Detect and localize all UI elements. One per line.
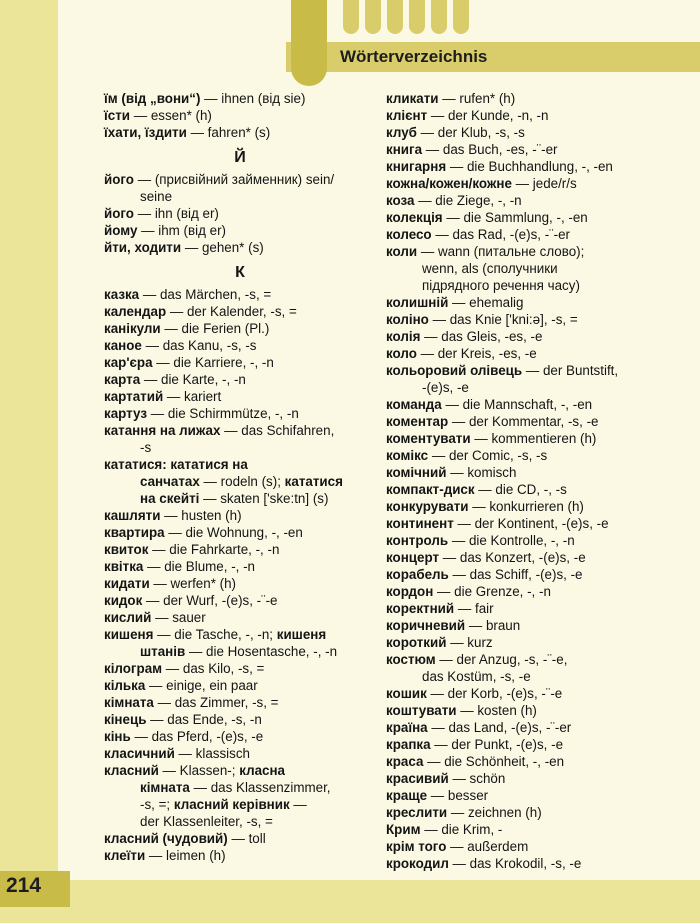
dictionary-entry bbox=[386, 532, 676, 549]
entry-translation: — das Krokodil, -s, -e bbox=[448, 856, 582, 871]
entry-headword: книгарня bbox=[386, 159, 447, 174]
dictionary-entry bbox=[104, 541, 376, 558]
entry-translation: — schön bbox=[448, 771, 506, 786]
entry-headword: картатий bbox=[104, 389, 164, 404]
entry-headword: кольоровий олівець bbox=[386, 363, 523, 378]
entry-headword: книга bbox=[386, 142, 423, 157]
dictionary-entry bbox=[386, 447, 676, 464]
dictionary-entry bbox=[104, 694, 376, 711]
dictionary-entry bbox=[386, 107, 676, 124]
entry-translation: — das Rad, -(e)s, -¨-er bbox=[431, 227, 571, 242]
right-column bbox=[386, 90, 676, 872]
entry-headword: костюм bbox=[386, 652, 436, 667]
entry-translation: — der Kreis, -es, -e bbox=[416, 346, 537, 361]
dictionary-entry bbox=[104, 222, 376, 239]
dictionary-entry bbox=[104, 643, 376, 660]
dictionary-entry bbox=[386, 430, 676, 447]
dictionary-entry bbox=[104, 337, 376, 354]
entry-translation: — die Karriere, -, -n bbox=[152, 355, 274, 370]
entry-translation: — klassisch bbox=[174, 746, 250, 761]
dictionary-entry bbox=[386, 821, 676, 838]
entry-headword: кашляти bbox=[104, 508, 161, 523]
entry-translation: — der Kommentar, -s, -e bbox=[448, 414, 599, 429]
dictionary-entry bbox=[386, 787, 676, 804]
entry-headword: йому bbox=[104, 223, 138, 238]
entry-translation: — der Wurf, -(e)s, -¨-e bbox=[142, 593, 278, 608]
entry-translation: — die Krim, - bbox=[420, 822, 503, 837]
entry-translation: — rodeln (s); bbox=[199, 474, 285, 489]
entry-translation: — fair bbox=[454, 601, 494, 616]
entry-headword: квартира bbox=[104, 525, 165, 540]
entry-headword: компакт-диск bbox=[386, 482, 475, 497]
dictionary-entry bbox=[386, 685, 676, 702]
section-letter: К bbox=[235, 264, 245, 281]
entry-headword: кожна/кожен/кожне bbox=[386, 176, 512, 191]
entry-headword: комікс bbox=[386, 448, 429, 463]
dictionary-entry bbox=[104, 107, 376, 124]
entry-translation: — ihn (від er) bbox=[134, 206, 219, 221]
dictionary-entry bbox=[104, 205, 376, 222]
entry-headword: кишеня bbox=[276, 627, 327, 642]
dictionary-entry bbox=[386, 345, 676, 362]
entry-translation: — einige, ein paar bbox=[145, 678, 258, 693]
entry-translation: — besser bbox=[427, 788, 489, 803]
entry-headword: класний (чудовий) bbox=[104, 831, 228, 846]
entry-translation: — jede/r/s bbox=[511, 176, 577, 191]
entry-headword: коштувати bbox=[386, 703, 457, 718]
dictionary-entry bbox=[104, 779, 376, 796]
dictionary-entry bbox=[386, 617, 676, 634]
dictionary-entry bbox=[104, 796, 376, 813]
entry-translation: — das Kilo, -s, = bbox=[162, 661, 265, 676]
entry-translation: — braun bbox=[465, 618, 521, 633]
entry-headword: його bbox=[104, 206, 134, 221]
dictionary-entry bbox=[104, 473, 376, 490]
header-stripe bbox=[409, 0, 425, 34]
dictionary-entry bbox=[386, 549, 676, 566]
entry-headword: коло bbox=[386, 346, 417, 361]
entry-headword: крім того bbox=[386, 839, 447, 854]
entry-translation: — das Märchen, -s, = bbox=[139, 287, 272, 302]
dictionary-entry bbox=[386, 566, 676, 583]
entry-headword: континент bbox=[386, 516, 454, 531]
dictionary-entry bbox=[386, 753, 676, 770]
entry-translation: — die Ziege, -, -n bbox=[414, 193, 522, 208]
entry-continuation: -s bbox=[140, 440, 152, 455]
entry-headword: колія bbox=[386, 329, 421, 344]
entry-headword: клеїти bbox=[104, 848, 146, 863]
dictionary-entry bbox=[104, 320, 376, 337]
entry-headword: контроль bbox=[386, 533, 449, 548]
entry-headword: конкурувати bbox=[386, 499, 469, 514]
dictionary-entry bbox=[104, 286, 376, 303]
entry-headword: на скейті bbox=[140, 491, 200, 506]
entry-translation: — kommentieren (h) bbox=[470, 431, 597, 446]
dictionary-entry bbox=[104, 354, 376, 371]
entry-headword: кінь bbox=[104, 729, 131, 744]
entry-headword: коментувати bbox=[386, 431, 471, 446]
entry-translation: — das Zimmer, -s, = bbox=[153, 695, 279, 710]
dictionary-entry bbox=[104, 626, 376, 643]
entry-translation: — das Ende, -s, -n bbox=[146, 712, 262, 727]
dictionary-entry bbox=[104, 371, 376, 388]
dictionary-entry bbox=[386, 651, 676, 668]
entry-continuation: der Klassenleiter, -s, = bbox=[140, 814, 273, 829]
dictionary-entry bbox=[104, 745, 376, 762]
dictionary-entry bbox=[104, 90, 376, 107]
entry-translation: — die Grenze, -, -n bbox=[433, 584, 551, 599]
dictionary-entry bbox=[386, 634, 676, 651]
entry-translation: — die Schönheit, -, -en bbox=[423, 754, 565, 769]
entry-headword: короткий bbox=[386, 635, 447, 650]
entry-translation: — die Hosentasche, -, -n bbox=[185, 644, 338, 659]
dictionary-entry bbox=[386, 498, 676, 515]
entry-translation: — der Korb, -(e)s, -¨-e bbox=[426, 686, 563, 701]
entry-headword: канікули bbox=[104, 321, 161, 336]
bottom-decorative-band bbox=[0, 880, 700, 923]
entry-headword: кінець bbox=[104, 712, 147, 727]
entry-translation: — die Fahrkarte, -, -n bbox=[148, 542, 280, 557]
entry-headword: кислий bbox=[104, 610, 152, 625]
dictionary-entry bbox=[386, 311, 676, 328]
entry-headword: комічний bbox=[386, 465, 447, 480]
entry-headword: Крим bbox=[386, 822, 421, 837]
entry-headword: кошик bbox=[386, 686, 427, 701]
entry-headword: коричневий bbox=[386, 618, 466, 633]
dictionary-entry bbox=[386, 838, 676, 855]
entry-headword: кордон bbox=[386, 584, 434, 599]
entry-headword: кілька bbox=[104, 678, 146, 693]
entry-headword: йти, ходити bbox=[104, 240, 182, 255]
entry-translation: — leimen (h) bbox=[145, 848, 226, 863]
entry-translation: — das Schiff, -(e)s, -e bbox=[448, 567, 583, 582]
entry-headword: крокодил bbox=[386, 856, 449, 871]
entry-translation: — sauer bbox=[151, 610, 206, 625]
entry-translation: — werfen* (h) bbox=[149, 576, 236, 591]
entry-translation: — das Land, -(e)s, -¨-er bbox=[427, 720, 572, 735]
entry-translation: — das Buch, -es, -¨-er bbox=[422, 142, 558, 157]
entry-translation: — die Ferien (Pl.) bbox=[160, 321, 270, 336]
entry-translation: — ihnen (від sie) bbox=[200, 91, 306, 106]
entry-translation: — fahren* (s) bbox=[186, 125, 271, 140]
entry-translation: — das Knie ['kni:ə], -s, = bbox=[428, 312, 578, 327]
dictionary-entry bbox=[104, 388, 376, 405]
entry-headword: кілограм bbox=[104, 661, 163, 676]
entry-translation: — das Pferd, -(e)s, -e bbox=[130, 729, 264, 744]
entry-translation: -s, =; bbox=[140, 797, 174, 812]
entry-headword: крапка bbox=[386, 737, 431, 752]
entry-translation: — die Sammlung, -, -en bbox=[442, 210, 588, 225]
entry-translation: — kariert bbox=[163, 389, 222, 404]
dictionary-entry bbox=[104, 575, 376, 592]
entry-translation: — die Kontrolle, -, -n bbox=[448, 533, 575, 548]
entry-headword: класний bbox=[104, 763, 159, 778]
entry-headword: колишній bbox=[386, 295, 449, 310]
dictionary-entry bbox=[386, 702, 676, 719]
entry-translation: — außerdem bbox=[446, 839, 529, 854]
entry-translation: — (присвійний займенник) sein/ bbox=[134, 172, 335, 187]
dictionary-entry bbox=[104, 660, 376, 677]
entry-headword: колесо bbox=[386, 227, 432, 242]
entry-translation: — die Wohnung, -, -en bbox=[164, 525, 303, 540]
dictionary-entry bbox=[104, 405, 376, 422]
dictionary-entry bbox=[104, 456, 376, 473]
page-number: 214 bbox=[6, 874, 42, 897]
entry-translation: — die Karte, -, -n bbox=[140, 372, 246, 387]
entry-translation: — kurz bbox=[446, 635, 493, 650]
entry-translation: — der Kunde, -n, -n bbox=[427, 108, 549, 123]
entry-translation: — skaten ['ske:tn] (s) bbox=[199, 491, 329, 506]
dictionary-entry bbox=[104, 171, 376, 188]
entry-translation: — rufen* (h) bbox=[438, 91, 516, 106]
entry-headword: картуз bbox=[104, 406, 147, 421]
entry-translation: — der Buntstift, bbox=[522, 363, 619, 378]
entry-translation: — das Kanu, -s, -s bbox=[141, 338, 257, 353]
entry-continuation: wenn, als (сполучники bbox=[422, 261, 558, 276]
entry-headword: штанів bbox=[140, 644, 186, 659]
entry-headword: квітка bbox=[104, 559, 144, 574]
entry-headword: його bbox=[104, 172, 134, 187]
dictionary-entry bbox=[386, 362, 676, 379]
dictionary-entry bbox=[104, 303, 376, 320]
entry-translation: — wann (питальне слово); bbox=[417, 244, 585, 259]
entry-headword: коліно bbox=[386, 312, 429, 327]
dictionary-entry bbox=[386, 328, 676, 345]
entry-headword: коректний bbox=[386, 601, 455, 616]
dictionary-entry bbox=[386, 124, 676, 141]
entry-translation: — der Kalender, -s, = bbox=[166, 304, 297, 319]
entry-translation: — gehen* (s) bbox=[181, 240, 264, 255]
entry-translation: — das Schifahren, bbox=[220, 423, 335, 438]
entry-headword: класна bbox=[239, 763, 286, 778]
page-title: Wörterverzeichnis bbox=[340, 47, 488, 66]
dictionary-entry bbox=[386, 226, 676, 243]
dictionary-entry bbox=[104, 830, 376, 847]
entry-translation: — bbox=[289, 797, 307, 812]
dictionary-entry bbox=[104, 762, 376, 779]
dictionary-entry bbox=[386, 90, 676, 107]
entry-headword: кликати bbox=[386, 91, 439, 106]
dictionary-entry bbox=[104, 422, 376, 439]
entry-headword: коментар bbox=[386, 414, 449, 429]
dictionary-entry bbox=[386, 141, 676, 158]
dictionary-entry bbox=[104, 524, 376, 541]
entry-translation: — der Anzug, -s, -¨-e, bbox=[435, 652, 568, 667]
dictionary-entry bbox=[386, 481, 676, 498]
entry-continuation: das Kostüm, -s, -e bbox=[422, 669, 531, 684]
dictionary-entry bbox=[386, 770, 676, 787]
dictionary-entry bbox=[104, 609, 376, 626]
entry-translation: — der Kontinent, -(e)s, -e bbox=[453, 516, 609, 531]
dictionary-entry bbox=[104, 592, 376, 609]
dictionary-entry bbox=[386, 736, 676, 753]
entry-headword: кар'єра bbox=[104, 355, 153, 370]
entry-headword: колекція bbox=[386, 210, 443, 225]
entry-headword: кидок bbox=[104, 593, 143, 608]
dictionary-entry bbox=[104, 239, 376, 256]
entry-translation: — toll bbox=[227, 831, 266, 846]
entry-translation: — die Mannschaft, -, -en bbox=[441, 397, 593, 412]
entry-translation: — die Tasche, -, -n; bbox=[153, 627, 277, 642]
dictionary-entry bbox=[386, 804, 676, 821]
header-stripe bbox=[387, 0, 403, 34]
entry-headword: креслити bbox=[386, 805, 448, 820]
dictionary-entry bbox=[104, 490, 376, 507]
dictionary-entry bbox=[386, 413, 676, 430]
dictionary-entry bbox=[386, 515, 676, 532]
dictionary-entry bbox=[386, 243, 676, 260]
entry-headword: катання на лижах bbox=[104, 423, 221, 438]
header-stripe bbox=[365, 0, 381, 34]
dictionary-entry bbox=[104, 558, 376, 575]
entry-headword: краще bbox=[386, 788, 428, 803]
entry-headword: коза bbox=[386, 193, 415, 208]
dictionary-entry bbox=[386, 464, 676, 481]
entry-headword: корабель bbox=[386, 567, 449, 582]
entry-headword: кишеня bbox=[104, 627, 154, 642]
entry-translation: — die Schirmmütze, -, -n bbox=[146, 406, 299, 421]
entry-headword: квиток bbox=[104, 542, 149, 557]
entry-translation: — die CD, -, -s bbox=[474, 482, 567, 497]
dictionary-entry bbox=[386, 583, 676, 600]
entry-headword: кидати bbox=[104, 576, 150, 591]
entry-headword: команда bbox=[386, 397, 442, 412]
entry-translation: — Klassen-; bbox=[158, 763, 240, 778]
entry-translation: — der Comic, -s, -s bbox=[428, 448, 548, 463]
dictionary-entry bbox=[386, 209, 676, 226]
entry-headword: клієнт bbox=[386, 108, 428, 123]
entry-headword: казка bbox=[104, 287, 140, 302]
entry-headword: красивий bbox=[386, 771, 449, 786]
header-tab-decoration bbox=[291, 0, 327, 86]
entry-headword: краса bbox=[386, 754, 424, 769]
header-stripe bbox=[431, 0, 447, 34]
left-column bbox=[104, 90, 376, 864]
entry-translation: — der Punkt, -(e)s, -e bbox=[430, 737, 564, 752]
entry-translation: — das Gleis, -es, -e bbox=[420, 329, 543, 344]
entry-translation: — das Klassenzimmer, bbox=[189, 780, 331, 795]
entry-headword: коли bbox=[386, 244, 418, 259]
dictionary-entry bbox=[386, 855, 676, 872]
dictionary-entry bbox=[386, 158, 676, 175]
dictionary-entry bbox=[386, 175, 676, 192]
dictionary-entry bbox=[386, 719, 676, 736]
entry-translation: — ehemalig bbox=[448, 295, 524, 310]
entry-headword: кімната bbox=[104, 695, 154, 710]
dictionary-entry bbox=[386, 396, 676, 413]
header-stripe bbox=[453, 0, 469, 34]
entry-translation: — essen* (h) bbox=[130, 108, 212, 123]
entry-headword: кімната bbox=[140, 780, 190, 795]
header-stripe bbox=[343, 0, 359, 34]
dictionary-entry bbox=[104, 124, 376, 141]
dictionary-entry bbox=[386, 294, 676, 311]
entry-headword: кататися bbox=[284, 474, 343, 489]
entry-continuation: seine bbox=[140, 189, 173, 204]
dictionary-entry bbox=[104, 677, 376, 694]
dictionary-entry bbox=[104, 507, 376, 524]
entry-headword: їхати, їздити bbox=[104, 125, 187, 140]
entry-headword: кататися: кататися на bbox=[104, 457, 248, 472]
dictionary-entry bbox=[386, 600, 676, 617]
entry-translation: — die Blume, -, -n bbox=[143, 559, 255, 574]
entry-translation: — das Konzert, -(e)s, -e bbox=[439, 550, 586, 565]
entry-continuation: -(e)s, -e bbox=[422, 380, 469, 395]
entry-headword: календар bbox=[104, 304, 167, 319]
entry-headword: концерт bbox=[386, 550, 440, 565]
entry-translation: — zeichnen (h) bbox=[447, 805, 542, 820]
dictionary-entry bbox=[104, 847, 376, 864]
entry-headword: класичний bbox=[104, 746, 175, 761]
section-letter: Й bbox=[234, 149, 246, 166]
dictionary-entry bbox=[104, 711, 376, 728]
left-decorative-border bbox=[0, 0, 58, 923]
entry-translation: — die Buchhandlung, -, -en bbox=[446, 159, 613, 174]
entry-translation: — konkurrieren (h) bbox=[468, 499, 584, 514]
entry-translation: — husten (h) bbox=[160, 508, 242, 523]
entry-headword: санчатах bbox=[140, 474, 200, 489]
entry-translation: — komisch bbox=[446, 465, 517, 480]
entry-translation: — ihm (від er) bbox=[137, 223, 226, 238]
entry-headword: клуб bbox=[386, 125, 417, 140]
entry-translation: — kosten (h) bbox=[456, 703, 537, 718]
entry-headword: каное bbox=[104, 338, 142, 353]
entry-headword: карта bbox=[104, 372, 141, 387]
entry-headword: їм (від „вони“) bbox=[104, 91, 201, 106]
dictionary-entry bbox=[104, 728, 376, 745]
dictionary-entry bbox=[386, 192, 676, 209]
entry-continuation: підрядного речення часу) bbox=[422, 278, 580, 293]
entry-headword: їсти bbox=[104, 108, 131, 123]
entry-headword: країна bbox=[386, 720, 428, 735]
entry-translation: — der Klub, -s, -s bbox=[416, 125, 525, 140]
entry-headword: класний керівник bbox=[173, 797, 290, 812]
